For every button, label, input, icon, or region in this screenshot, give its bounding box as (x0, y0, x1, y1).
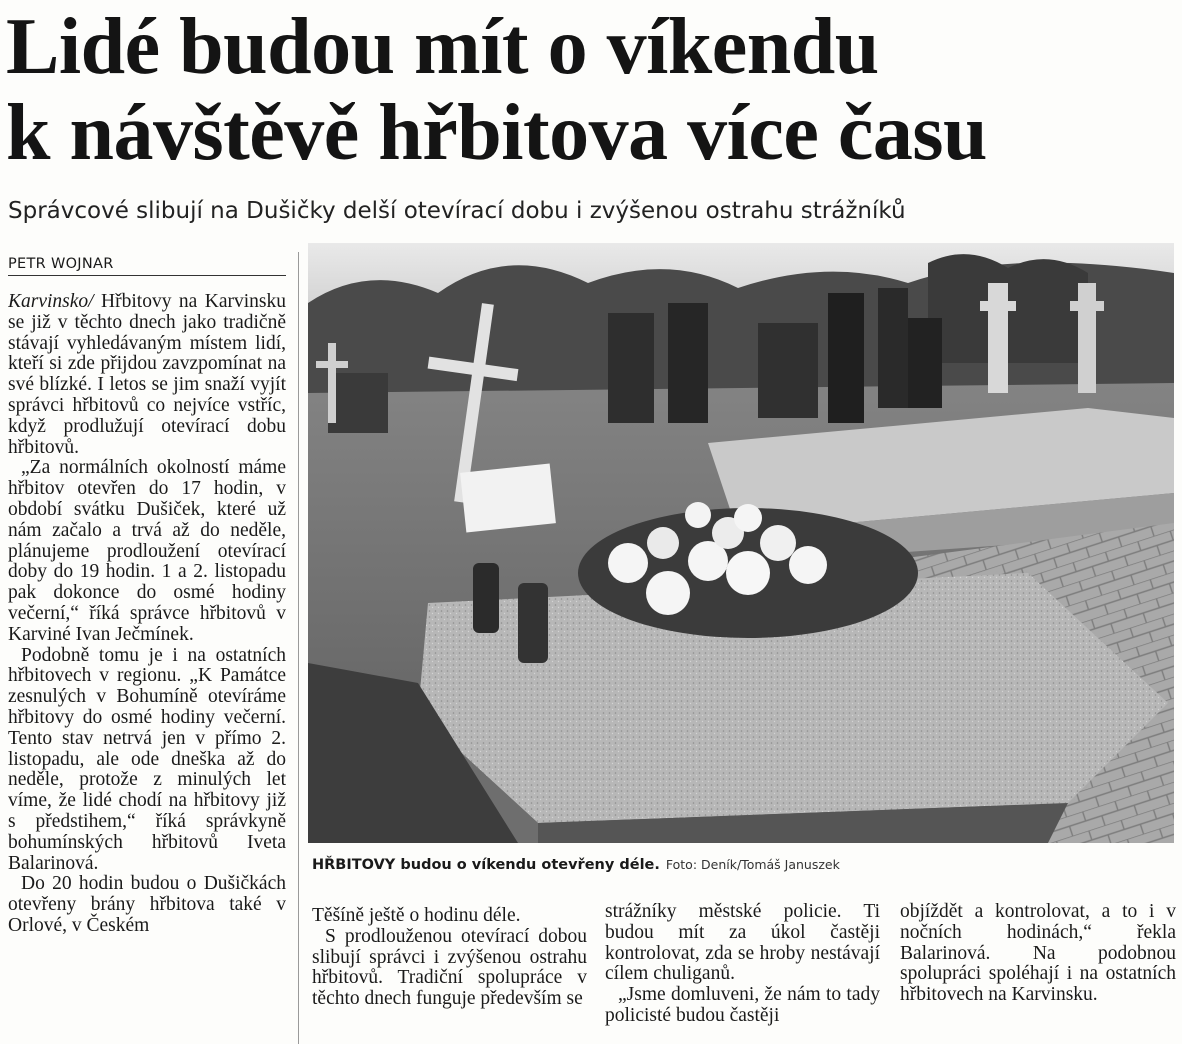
article-column-3 (605, 902, 880, 1044)
article-column-4 (900, 902, 1176, 1044)
paragraph: S prodlouženou otevírací dobou slibují správci i zvýšenou ostrahu hřbitovů. Tradiční spolupráce v těchto dnech funguje především se (312, 925, 587, 1010)
paragraph: Karvinsko/ Hřbitovy na Karvinsku se již v těchto dnech jako tradičně stávají vyhledávaným místem lidí, kteří si zde přijdou zavzpomínat na své blízké. I letos se jim snaží vyjít správci hřbitovů co nejvíce vstříc, když prodlužují otevírací dobu hřbitovů. (8, 292, 286, 458)
article-column-2 (312, 906, 587, 1044)
headline-line-1: Lidé budou mít o víkendu (6, 3, 879, 91)
headline-line-2: k návštěvě hřbitova více času (6, 89, 988, 177)
paragraph: „Za normálních okolností máme hřbitov otevřen do 17 hodin, v období svátku Dušiček, které už nám začalo a trvá až do neděle, plánujeme prodloužení otevírací doby do 19 hodin. 1 a 2. listopadu pak dokonce do osmé hodiny večerní,“ říká správce hřbitovů v Karviné Ivan Ječmínek. (8, 457, 286, 645)
headline (6, 4, 1176, 176)
article-column-1 (8, 292, 286, 1044)
dateline: Karvinsko/ (8, 292, 94, 312)
byline: PETR WOJNAR (8, 256, 286, 276)
subheadline: Správcové slibují na Dušičky delší otevírací dobu i zvýšenou ostrahu strážníků (8, 198, 906, 224)
caption-text: budou o víkendu otevřeny déle. (395, 857, 660, 873)
paragraph: Podobně tomu je i na ostatních hřbitovech v regionu. „K Památce zesnulých v Bohumíně otevíráme hřbitovy do osmé hodiny večerní. Tento stav netrvá jen v přímo 2. listopadu, ale ode dneška až do neděle, protože z minulých let víme, že lidé chodí na hřbitovy již s předstihem,“ říká správkyně bohumínských hřbitovů Iveta Balarinová. (8, 644, 286, 874)
cemetery-photo-icon (308, 243, 1174, 843)
paragraph: strážníky městské policie. Ti budou mít za úkol častěji kontrolovat, zda se hroby nestávají cílem chuliganů. (605, 902, 880, 985)
photo-caption (312, 855, 1172, 875)
caption-lead: HŘBITOVY (312, 857, 396, 873)
paragraph: objíždět a kontrolovat, a to i v nočních hodinách,“ řekla Balarinová. Na podobnou spolupráci spoléhají i na ostatních hřbitovech na Karvinsku. (900, 902, 1176, 1006)
paragraph: „Jsme domluveni, že nám to tady policisté budou častěji (605, 984, 880, 1026)
paragraph: Do 20 hodin budou o Dušičkách otevřeny brány hřbitova také v Orlové, v Českém (8, 873, 286, 936)
paragraph: Těšíně ještě o hodinu déle. (312, 906, 521, 926)
column-divider (298, 252, 299, 1044)
cemetery-photo (308, 243, 1174, 843)
photo-credit: Foto: Deník/Tomáš Januszek (665, 857, 840, 872)
